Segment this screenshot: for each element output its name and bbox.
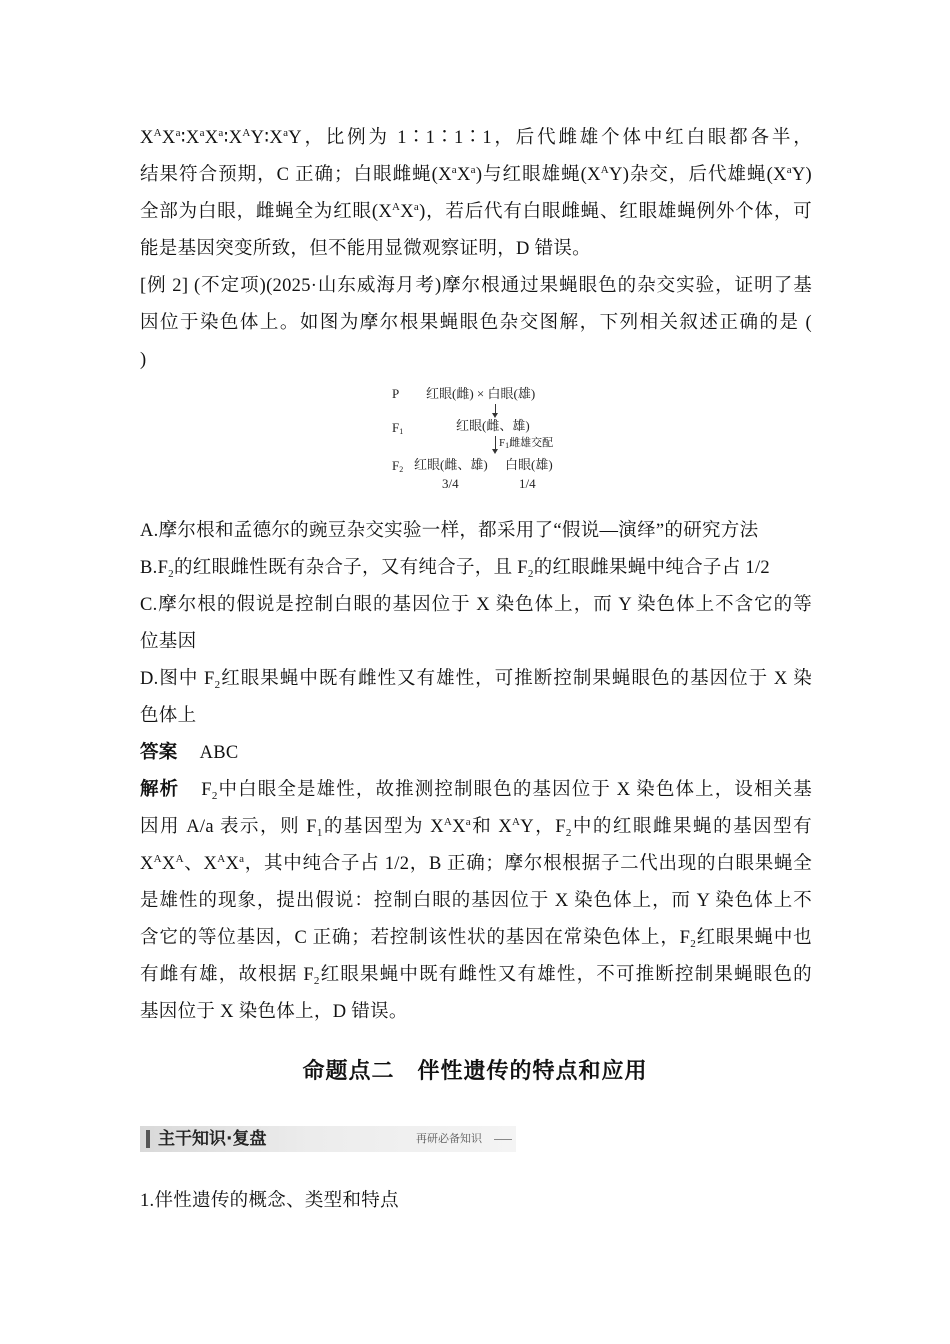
- analysis-line: 是雄性的现象，提出假说：控制白眼的基因位于 X 染色体上，而 Y 染色体上不: [140, 891, 812, 911]
- paragraph-line: 能是基因突变所致，但不能用显微观察证明，D 错误。: [140, 239, 591, 259]
- analysis-label: 解析: [140, 780, 180, 800]
- f2-right-ratio: 1/4: [519, 476, 536, 491]
- p-cross-text: 红眼(雌) × 白眼(雄): [426, 386, 536, 401]
- banner-rule: [494, 1139, 512, 1140]
- f2-left-ratio: 3/4: [442, 476, 459, 491]
- knowledge-review-banner: [140, 1126, 516, 1152]
- arrow-down-icon: [495, 436, 496, 450]
- paragraph-line: $X^AX^a∶X^aX^a∶X^AY∶X^aY$，比例为 1∶1∶1∶1，后代雌雄个体中红白眼都各半，: [140, 127, 812, 148]
- f1-phenotype: 红眼(雌、雄): [456, 418, 530, 433]
- analysis-line: 因用 A/a 表示，则 $F_1$的基因型为 $X^AX^a$和 $X^AY$，$F_2$中的红眼雌果蝇的基因型有: [140, 816, 812, 839]
- banner-title: 主干知识·复盘: [158, 1129, 267, 1149]
- generation-p-label: P: [392, 386, 400, 401]
- option-c: C.摩尔根的假说是控制白眼的基因位于 X 染色体上，而 Y 染色体上不含它的等: [140, 595, 812, 615]
- option-c-cont: 位基因: [140, 632, 197, 652]
- answer-line: [140, 740, 812, 766]
- subsection-title: 1.伴性遗传的概念、类型和特点: [140, 1191, 399, 1211]
- analysis-line: 解析 $F_2$中白眼全是雄性，故推测控制眼色的基因位于 X 染色体上，设相关基: [140, 780, 812, 802]
- arrow-down-icon: [495, 404, 496, 414]
- option-b: $B.F_2$的红眼雌性既有杂合子，又有纯合子，且 $F_2$的红眼雌果蝇中纯合子占 1/2: [140, 558, 770, 580]
- option-a: A.摩尔根和孟德尔的豌豆杂交实验一样，都采用了“假说—演绎”的研究方法: [140, 521, 759, 541]
- f2-right-phenotype: 白眼(雄): [505, 457, 553, 472]
- analysis-line: 有雌有雄，故根据 $F_2$红眼果蝇中既有雌性又有雄性，不可推断控制果蝇眼色的: [140, 965, 812, 987]
- answer-label: 答案: [140, 743, 178, 763]
- banner-bar-icon: [146, 1130, 150, 1148]
- paragraph-line: 全部为白眼，雌蝇全为红眼$(X^AX^a)$，若后代有白眼雌蝇、红眼雄蝇例外个体，可: [140, 201, 812, 222]
- f2-left-phenotype: 红眼(雌、雄): [414, 457, 488, 472]
- analysis-line: 基因位于 X 染色体上，D 错误。: [140, 1002, 408, 1022]
- analysis-line: 含它的等位基因，C 正确；若控制该性状的基因在常染色体上，$F_2$红眼果蝇中也: [140, 928, 812, 950]
- mating-label: $F_1$雌雄交配: [499, 437, 554, 450]
- paragraph-line: 结果符合预期，C 正确；白眼雌蝇$(X^aX^a)$与红眼雄蝇$(X^AY)$杂交，后代雄蝇$(X^aY)$: [140, 164, 812, 185]
- cross-diagram: [380, 382, 580, 494]
- option-d-cont: 色体上: [140, 706, 197, 726]
- question-line: [例 2] (不定项)(2025·山东威海月考)摩尔根通过果蝇眼色的杂交实验，证明了基: [140, 276, 812, 296]
- section-heading: 命题点二 伴性遗传的特点和应用: [302, 1059, 648, 1084]
- question-line: 因位于染色体上。如图为摩尔根果蝇眼色杂交图解，下列相关叙述正确的是 (: [140, 313, 812, 333]
- banner-subtitle: 再研必备知识: [416, 1132, 482, 1145]
- generation-f2-label: $F_2$: [392, 458, 404, 474]
- analysis-line: $X^AX^A$、$X^AX^a$，其中纯合子占 1/2，B 正确；摩尔根根据子二代出现的白眼果蝇全: [140, 853, 812, 874]
- option-d: D.图中 $F_2$红眼果蝇中既有雌性又有雄性，可推断控制果蝇眼色的基因位于 X 染: [140, 669, 813, 691]
- answer-value: ABC: [199, 743, 239, 763]
- question-line: ): [140, 350, 147, 370]
- generation-f1-label: $F_1$: [392, 420, 404, 436]
